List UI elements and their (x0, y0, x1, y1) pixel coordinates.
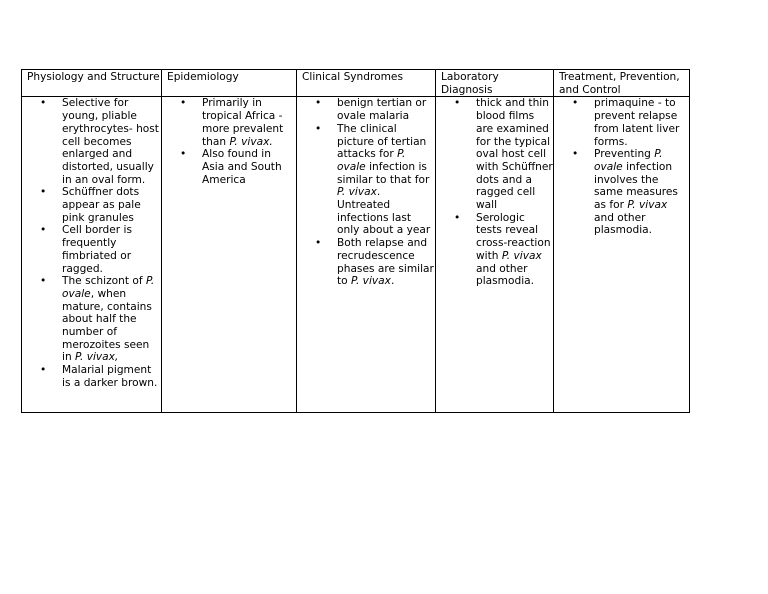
list-item (180, 97, 296, 148)
bullet-list (559, 97, 689, 237)
item-text: Malarial pigment is a darker brown. (62, 364, 158, 389)
bullet-icon: • (315, 97, 322, 110)
list-item (40, 224, 161, 275)
bullet-icon: • (40, 97, 47, 110)
item-text: Cell border is frequently fimbriated or ragged. (62, 224, 132, 275)
item-text: thick and thin blood films are examined for the typical oval host cell with Schüffner dots and a ragged cell wall (476, 97, 553, 212)
item-text: Preventing (594, 148, 655, 161)
list-item (40, 97, 161, 186)
italic-text: P. vivax (501, 249, 542, 262)
list-item (454, 97, 553, 212)
italic-text: P. vivax. (229, 135, 273, 148)
list-item (40, 364, 161, 389)
item-text: infection is similar to that for (337, 160, 430, 186)
bullet-list (441, 97, 553, 288)
bullet-icon: • (40, 364, 47, 377)
list-item (572, 148, 689, 237)
bullet-icon: • (454, 97, 461, 110)
header-treatment: Treatment, Prevention, and Control (554, 70, 690, 97)
item-text: primaquine - to prevent relapse from latent liver forms. (594, 97, 680, 148)
bullet-icon: • (454, 211, 461, 224)
header-clinical-syndromes: Clinical Syndromes (297, 70, 436, 97)
item-text: infection involves the same measures as for (594, 160, 678, 212)
item-text: The schizont of (62, 275, 146, 288)
item-text: Schüffner dots appear as pale pink granules (62, 186, 141, 224)
italic-text: P. ovale (62, 275, 155, 300)
item-text: Primarily in tropical Africa - more prevalent than (202, 97, 284, 148)
header-epidemiology: Epidemiology (162, 70, 297, 97)
body-row (22, 97, 690, 413)
bullet-icon: • (180, 97, 187, 110)
item-text: Also found in Asia and South America (202, 148, 282, 186)
item-text: Selective for young, pliable erythrocytes- host cell becomes enlarged and distorted, usually in an oval form. (62, 97, 159, 186)
item-text: Serologic tests reveal cross-reaction with (476, 211, 551, 262)
item-text: The clinical picture of tertian attacks for (337, 122, 427, 161)
italic-text: P. vivax (627, 199, 668, 212)
item-text: , when mature, contains about half the number of merozoites seen in (62, 287, 152, 364)
bullet-list (27, 97, 161, 389)
bullet-icon: • (315, 237, 322, 250)
bullet-icon: • (315, 122, 322, 135)
header-laboratory-diagnosis: Laboratory Diagnosis (436, 70, 554, 97)
bullet-icon: • (180, 148, 187, 161)
bullet-icon: • (40, 275, 47, 288)
info-table (21, 69, 690, 413)
list-item (315, 122, 435, 237)
bullet-icon: • (572, 97, 579, 110)
italic-text: P. vivax (351, 275, 391, 288)
bullet-list (167, 97, 296, 186)
item-text: and other plasmodia. (476, 262, 535, 288)
bullet-icon: • (40, 186, 47, 199)
cell-epidemiology (162, 97, 297, 413)
bullet-icon: • (572, 148, 579, 161)
cell-clinical-syndromes (297, 97, 436, 413)
item-text: Both relapse and recrudescence phases are similar to (337, 237, 434, 288)
list-item (315, 237, 435, 288)
list-item (572, 97, 689, 148)
list-item (40, 186, 161, 224)
item-text: benign tertian or ovale malaria (337, 97, 427, 123)
list-item (315, 97, 435, 123)
item-text: . Untreated infections last only about a year (337, 186, 431, 237)
cell-treatment (554, 97, 690, 413)
bullet-icon: • (40, 224, 47, 237)
cell-physiology (22, 97, 162, 413)
italic-text: P. ovale (337, 148, 406, 173)
header-physiology: Physiology and Structure (22, 70, 162, 97)
bullet-list (302, 97, 435, 288)
item-text: . (390, 275, 395, 288)
list-item (40, 275, 161, 364)
italic-text: P. vivax (337, 186, 377, 199)
list-item (180, 148, 296, 186)
cell-laboratory-diagnosis (436, 97, 554, 413)
italic-text: P. ovale (594, 148, 663, 173)
list-item (454, 211, 553, 288)
italic-text: P. vivax, (75, 351, 119, 364)
item-text: and other plasmodia. (594, 211, 653, 237)
header-row (22, 70, 690, 97)
